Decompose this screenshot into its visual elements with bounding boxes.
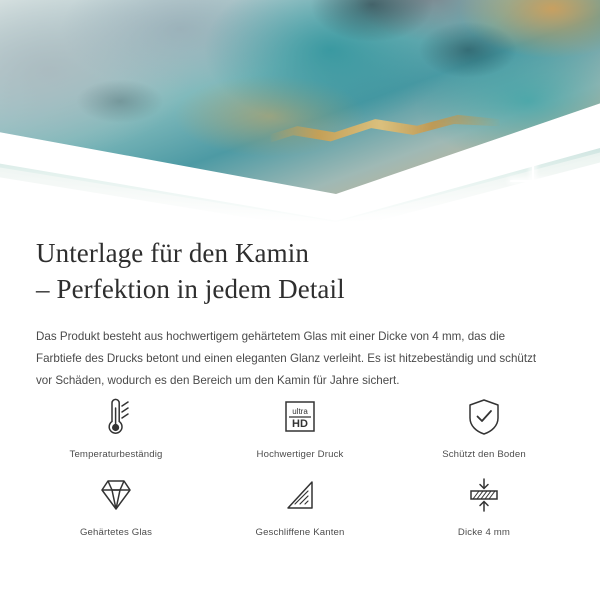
feature-label: Geschliffene Kanten xyxy=(255,527,345,538)
ultra-hd-icon xyxy=(279,394,321,440)
text-content xyxy=(0,222,600,393)
diamond-icon xyxy=(94,472,138,518)
description-paragraph: Das Produkt besteht aus hochwertigem gehärtetem Glas mit einer Dicke von 4 mm, das die Farbtiefe des Drucks betont und einen eleganten Glanz verleiht. Es ist hitzebeständig und schützt vor Schäden, wodurch es den Bereich um den Kamin für Jahre sichert. xyxy=(36,329,537,388)
thickness-icon xyxy=(463,472,505,518)
headline-line-2: – Perfektion in jedem Detail xyxy=(36,273,345,304)
feature-label: Schützt den Boden xyxy=(442,449,526,460)
polished-edges-icon xyxy=(279,472,321,518)
headline-line-1: Unterlage für den Kamin xyxy=(36,238,309,268)
thermometer-icon xyxy=(95,394,137,440)
svg-text:HD: HD xyxy=(292,418,308,430)
feature-item-temperature xyxy=(24,394,208,460)
shield-check-icon xyxy=(463,394,505,440)
page-title xyxy=(0,222,600,308)
feature-item-tempered-glass xyxy=(24,472,208,538)
feature-item-thickness xyxy=(392,472,576,538)
hero-overlay xyxy=(0,0,600,222)
feature-label: Gehärtetes Glas xyxy=(79,527,153,538)
svg-text:ultra: ultra xyxy=(292,407,308,416)
feature-item-floor-protection xyxy=(392,394,576,460)
hero-image xyxy=(0,0,600,222)
feature-label: Temperaturbeständig xyxy=(69,449,163,460)
feature-label: Dicke 4 mm xyxy=(457,527,511,538)
feature-label: Hochwertiger Druck xyxy=(256,449,344,460)
feature-grid xyxy=(0,394,600,538)
feature-item-print-quality xyxy=(208,394,392,460)
feature-item-polished-edges xyxy=(208,472,392,538)
